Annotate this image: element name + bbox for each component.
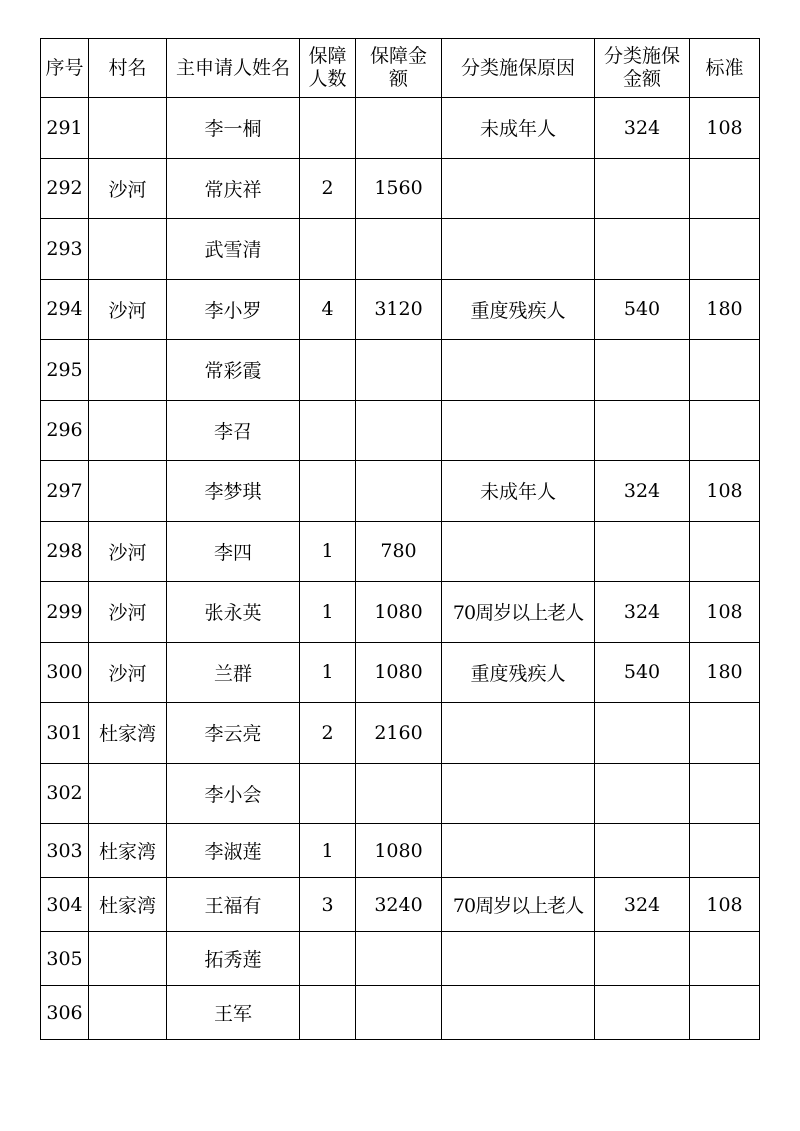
cell-reason <box>442 986 595 1040</box>
cell-seq: 293 <box>41 219 89 280</box>
table-row <box>41 521 760 582</box>
cell-seq: 298 <box>41 521 89 582</box>
header-class-amount: 分类施保金额 <box>595 39 690 98</box>
cell-amount <box>356 986 442 1040</box>
header-applicant: 主申请人姓名 <box>167 39 300 98</box>
cell-count <box>300 98 356 159</box>
cell-class-amount: 324 <box>595 461 690 522</box>
cell-village: 沙河 <box>89 521 167 582</box>
cell-amount: 780 <box>356 521 442 582</box>
table-row <box>41 279 760 340</box>
cell-amount <box>356 219 442 280</box>
cell-reason <box>442 703 595 764</box>
cell-count: 1 <box>300 521 356 582</box>
table-row <box>41 824 760 878</box>
cell-standard: 180 <box>690 642 760 703</box>
cell-reason: 70周岁以上老人 <box>442 582 595 643</box>
cell-village <box>89 98 167 159</box>
cell-class-amount <box>595 932 690 986</box>
cell-seq: 302 <box>41 763 89 824</box>
cell-amount: 1080 <box>356 642 442 703</box>
cell-count <box>300 986 356 1040</box>
cell-amount: 3120 <box>356 279 442 340</box>
cell-count <box>300 219 356 280</box>
cell-applicant: 李云亮 <box>167 703 300 764</box>
cell-standard <box>690 158 760 219</box>
cell-village: 沙河 <box>89 279 167 340</box>
cell-count: 2 <box>300 158 356 219</box>
header-standard: 标准 <box>690 39 760 98</box>
cell-seq: 300 <box>41 642 89 703</box>
cell-seq: 299 <box>41 582 89 643</box>
cell-village <box>89 400 167 461</box>
cell-seq: 301 <box>41 703 89 764</box>
table-row <box>41 158 760 219</box>
table-row <box>41 878 760 932</box>
cell-count: 1 <box>300 642 356 703</box>
cell-village: 杜家湾 <box>89 703 167 764</box>
cell-applicant: 王福有 <box>167 878 300 932</box>
cell-seq: 291 <box>41 98 89 159</box>
cell-applicant: 拓秀莲 <box>167 932 300 986</box>
cell-class-amount <box>595 986 690 1040</box>
cell-standard: 108 <box>690 98 760 159</box>
header-village: 村名 <box>89 39 167 98</box>
cell-seq: 305 <box>41 932 89 986</box>
cell-class-amount: 540 <box>595 279 690 340</box>
cell-applicant: 李召 <box>167 400 300 461</box>
cell-seq: 303 <box>41 824 89 878</box>
cell-village <box>89 461 167 522</box>
table-row <box>41 219 760 280</box>
cell-reason <box>442 400 595 461</box>
cell-applicant: 王军 <box>167 986 300 1040</box>
cell-class-amount: 324 <box>595 878 690 932</box>
cell-applicant: 李四 <box>167 521 300 582</box>
cell-amount <box>356 763 442 824</box>
cell-standard <box>690 400 760 461</box>
cell-amount: 2160 <box>356 703 442 764</box>
cell-reason <box>442 340 595 401</box>
cell-class-amount <box>595 158 690 219</box>
cell-applicant: 常庆祥 <box>167 158 300 219</box>
cell-applicant: 李淑莲 <box>167 824 300 878</box>
cell-amount: 3240 <box>356 878 442 932</box>
cell-class-amount <box>595 703 690 764</box>
cell-count <box>300 400 356 461</box>
cell-applicant: 武雪清 <box>167 219 300 280</box>
cell-applicant: 兰群 <box>167 642 300 703</box>
cell-seq: 292 <box>41 158 89 219</box>
cell-count <box>300 932 356 986</box>
cell-village <box>89 763 167 824</box>
cell-reason <box>442 158 595 219</box>
cell-reason <box>442 521 595 582</box>
cell-applicant: 李一桐 <box>167 98 300 159</box>
cell-standard <box>690 340 760 401</box>
cell-class-amount <box>595 763 690 824</box>
assistance-table <box>40 38 760 1040</box>
table-row <box>41 703 760 764</box>
cell-seq: 295 <box>41 340 89 401</box>
cell-class-amount <box>595 521 690 582</box>
cell-class-amount <box>595 400 690 461</box>
cell-reason: 未成年人 <box>442 461 595 522</box>
cell-village <box>89 986 167 1040</box>
table-row <box>41 986 760 1040</box>
cell-amount: 1080 <box>356 582 442 643</box>
cell-village: 沙河 <box>89 582 167 643</box>
table-row <box>41 642 760 703</box>
cell-amount <box>356 340 442 401</box>
table-row <box>41 582 760 643</box>
cell-seq: 297 <box>41 461 89 522</box>
cell-village: 沙河 <box>89 642 167 703</box>
cell-applicant: 李小罗 <box>167 279 300 340</box>
cell-count: 1 <box>300 582 356 643</box>
cell-count: 3 <box>300 878 356 932</box>
cell-village: 沙河 <box>89 158 167 219</box>
cell-reason <box>442 219 595 280</box>
cell-village <box>89 340 167 401</box>
cell-standard: 180 <box>690 279 760 340</box>
table-row <box>41 932 760 986</box>
cell-class-amount: 324 <box>595 582 690 643</box>
cell-village: 杜家湾 <box>89 878 167 932</box>
cell-standard <box>690 219 760 280</box>
cell-standard <box>690 932 760 986</box>
cell-reason: 重度残疾人 <box>442 642 595 703</box>
cell-village <box>89 932 167 986</box>
cell-reason: 未成年人 <box>442 98 595 159</box>
table-row <box>41 461 760 522</box>
cell-class-amount <box>595 824 690 878</box>
cell-applicant: 李小会 <box>167 763 300 824</box>
cell-standard: 108 <box>690 878 760 932</box>
table-row <box>41 98 760 159</box>
cell-reason <box>442 932 595 986</box>
cell-class-amount <box>595 219 690 280</box>
cell-standard <box>690 986 760 1040</box>
cell-amount <box>356 461 442 522</box>
cell-seq: 306 <box>41 986 89 1040</box>
cell-seq: 304 <box>41 878 89 932</box>
cell-reason: 重度残疾人 <box>442 279 595 340</box>
header-seq: 序号 <box>41 39 89 98</box>
cell-standard <box>690 824 760 878</box>
header-reason: 分类施保原因 <box>442 39 595 98</box>
cell-village: 杜家湾 <box>89 824 167 878</box>
cell-seq: 294 <box>41 279 89 340</box>
cell-count <box>300 763 356 824</box>
table-row <box>41 340 760 401</box>
table-row <box>41 763 760 824</box>
cell-standard <box>690 703 760 764</box>
cell-class-amount: 540 <box>595 642 690 703</box>
table-header-row <box>41 39 760 98</box>
cell-amount <box>356 400 442 461</box>
cell-class-amount: 324 <box>595 98 690 159</box>
cell-standard: 108 <box>690 582 760 643</box>
header-count: 保障人数 <box>300 39 356 98</box>
cell-reason <box>442 824 595 878</box>
cell-reason: 70周岁以上老人 <box>442 878 595 932</box>
cell-amount <box>356 932 442 986</box>
cell-applicant: 李梦琪 <box>167 461 300 522</box>
cell-applicant: 张永英 <box>167 582 300 643</box>
cell-applicant: 常彩霞 <box>167 340 300 401</box>
cell-standard: 108 <box>690 461 760 522</box>
cell-standard <box>690 763 760 824</box>
cell-reason <box>442 763 595 824</box>
cell-village <box>89 219 167 280</box>
cell-count: 4 <box>300 279 356 340</box>
cell-class-amount <box>595 340 690 401</box>
cell-amount: 1560 <box>356 158 442 219</box>
table-row <box>41 400 760 461</box>
cell-count <box>300 340 356 401</box>
cell-standard <box>690 521 760 582</box>
cell-amount: 1080 <box>356 824 442 878</box>
cell-count: 2 <box>300 703 356 764</box>
cell-amount <box>356 98 442 159</box>
cell-count: 1 <box>300 824 356 878</box>
cell-seq: 296 <box>41 400 89 461</box>
header-amount: 保障金额 <box>356 39 442 98</box>
cell-count <box>300 461 356 522</box>
